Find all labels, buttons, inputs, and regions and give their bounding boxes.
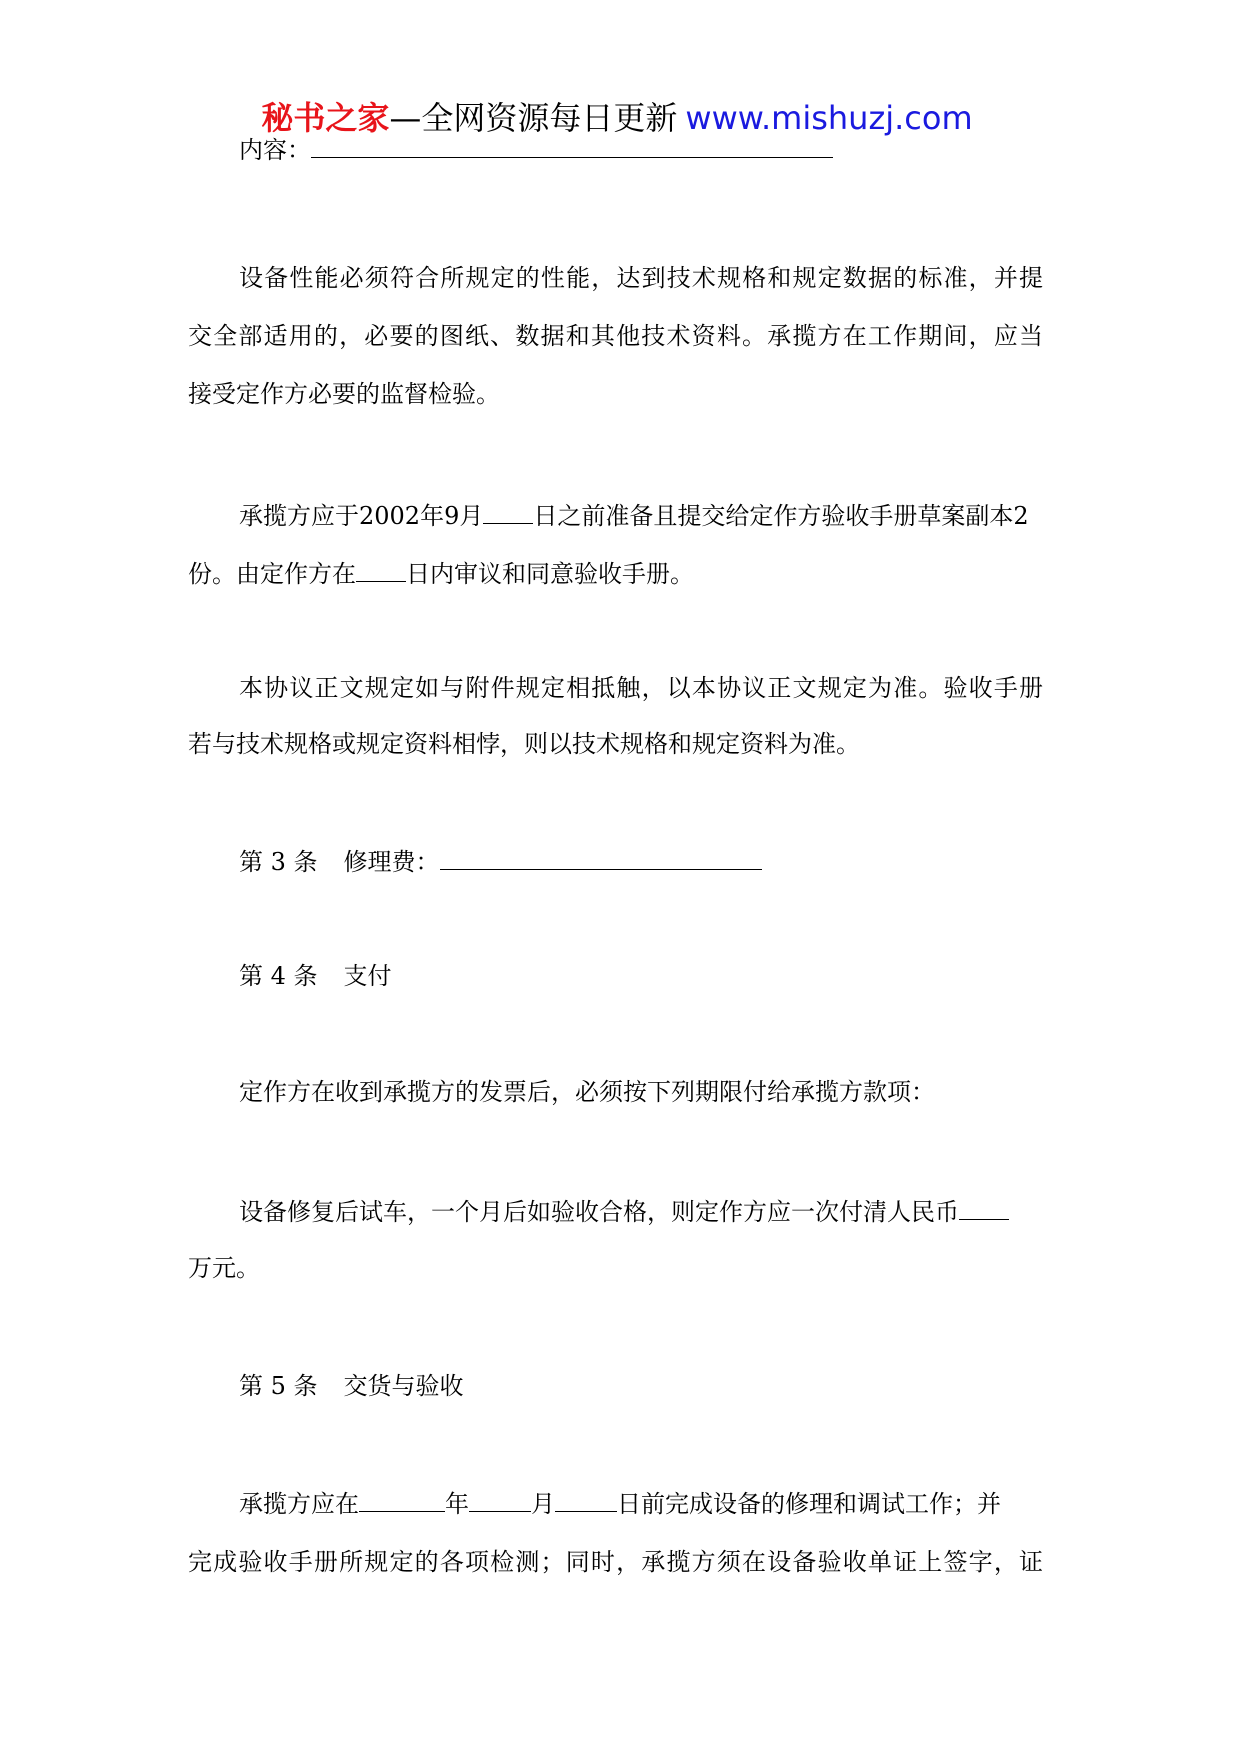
brand-name: 秘书之家 — [261, 99, 390, 137]
year-blank — [359, 1489, 445, 1512]
para4: 定作方在收到承揽方的发票后，必须按下列期限付给承揽方款项： — [239, 1078, 935, 1106]
content-line — [239, 134, 833, 166]
day-blank — [483, 501, 533, 524]
para2-line2 — [188, 558, 694, 590]
date-blank — [555, 1489, 617, 1512]
para1-line2: 交全部适用的，必要的图纸、数据和其他技术资料。承揽方在工作期间，应当 — [188, 322, 1043, 350]
article-5-title: 交货与验收 — [343, 1372, 464, 1400]
header-url-link[interactable]: www.mishuzj.com — [685, 99, 973, 137]
para1-line1: 设备性能必须符合所规定的性能，达到技术规格和规定数据的标准，并提 — [239, 264, 1043, 292]
amount-blank — [959, 1197, 1009, 1220]
article-3-heading — [239, 846, 762, 878]
para2-line1 — [239, 500, 1029, 532]
article-5-heading — [239, 1370, 464, 1402]
article-4-number: 第 4 条 — [239, 962, 318, 990]
header-tagline: —全网资源每日更新 — [389, 99, 678, 137]
para5-line1 — [239, 1196, 1009, 1228]
para6-text-c: 月 — [531, 1490, 555, 1518]
article-5-number: 第 5 条 — [239, 1372, 318, 1400]
repair-fee-blank — [440, 847, 762, 870]
para6-text-a: 承揽方应在 — [239, 1490, 359, 1518]
para3-line1: 本协议正文规定如与附件规定相抵触，以本协议正文规定为准。验收手册 — [239, 674, 1043, 702]
article-4-heading — [239, 960, 392, 992]
para6-text-d: 日前完成设备的修理和调试工作；并 — [617, 1490, 1001, 1518]
page-header — [0, 98, 1234, 138]
para2-text-d: 日内审议和同意验收手册。 — [406, 560, 694, 588]
article-3-number: 第 3 条 — [239, 848, 318, 876]
para2-text-a: 承揽方应于2002年9月 — [239, 502, 484, 530]
para6-line2: 完成验收手册所规定的各项检测；同时，承揽方须在设备验收单证上签字，证 — [188, 1548, 1043, 1576]
article-3-title: 修理费： — [343, 848, 440, 876]
para6-line1 — [239, 1488, 1001, 1520]
para5-text: 设备修复后试车，一个月后如验收合格，则定作方应一次付清人民币 — [239, 1198, 959, 1226]
para6-text-b: 年 — [445, 1490, 469, 1518]
content-blank — [311, 135, 833, 158]
article-4-title: 支付 — [343, 962, 392, 990]
days-blank — [356, 559, 406, 582]
month-blank — [469, 1489, 531, 1512]
para3-line2: 若与技术规格或规定资料相悖，则以技术规格和规定资料为准。 — [188, 730, 860, 758]
para1-line3: 接受定作方必要的监督检验。 — [188, 380, 500, 408]
para2-text-c: 份。由定作方在 — [188, 560, 356, 588]
para5-line2: 万元。 — [188, 1254, 260, 1282]
para2-text-b: 日之前准备且提交给定作方验收手册草案副本2 — [533, 502, 1029, 530]
content-label: 内容： — [239, 136, 311, 164]
